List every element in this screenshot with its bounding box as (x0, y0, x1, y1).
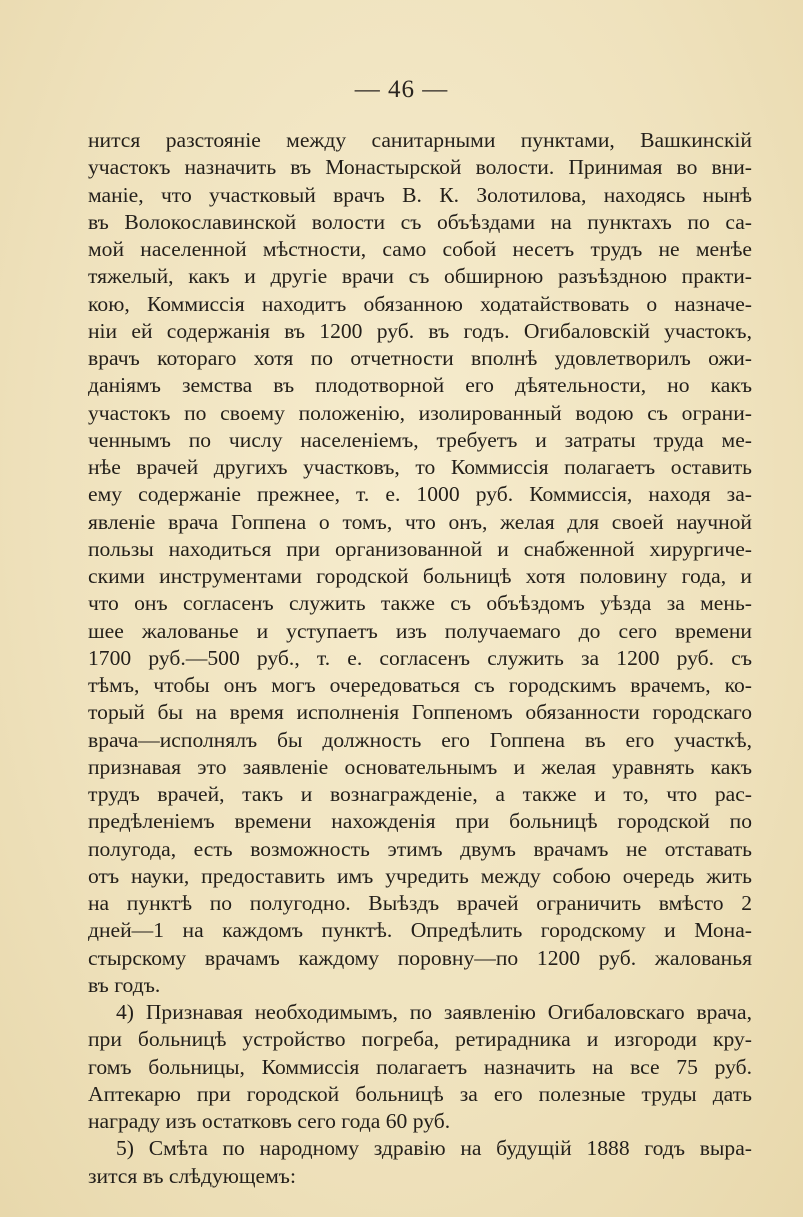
text-line: участокъ по своему положенію, изолированный водою съ ограни- (88, 400, 752, 425)
text-line: врачъ котораго хотя по отчетности вполнѣ удовлетворилъ ожи- (88, 346, 752, 370)
text-line: тяжелый, какъ и другіе врачи съ обширною разъѣздною практи- (88, 264, 752, 289)
text-line: предѣленіемъ времени нахожденія при больницѣ городской по (88, 809, 752, 834)
text-line: кою, Коммиссія находитъ обязанною ходатайствовать о назначе- (88, 291, 752, 316)
text-line: трудъ врачей, такъ и вознагражденіе, а также и то, что рас- (88, 782, 752, 806)
text-line: маніе, что участковый врачъ В. К. Золотилова, находясь нынѣ (88, 182, 752, 207)
paragraph-5-first-line: 5) Смѣта по народному здравію на будущій 1888 годъ выра- (116, 1136, 752, 1161)
text-line: дней—1 на каждомъ пунктѣ. Опредѣлить городскому и Мона- (88, 918, 752, 943)
text-line: что онъ согласенъ служить также съ объѣздомъ уѣзда за мень- (88, 591, 752, 616)
text-line: тѣмъ, чтобы онъ могъ очередоваться съ городскимъ врачемъ, ко- (88, 673, 752, 697)
text-line: скими инструментами городской больницѣ хотя половину года, и (88, 564, 752, 588)
text-line: полугода, есть возможность этимъ двумъ врачамъ не отставать (88, 836, 752, 861)
text-line: въ Волокославинской волости съ объѣздами на пунктахъ по са- (88, 209, 752, 234)
text-line: 1700 руб.—500 руб., т. е. согласенъ служить за 1200 руб. съ (88, 645, 752, 670)
text-line: Аптекарю при городской больницѣ за его полезные труды дать (88, 1081, 752, 1106)
text-line: на пунктѣ по полугодно. Выѣздъ врачей ограничить вмѣсто 2 (88, 891, 752, 915)
text-line: торый бы на время исполненія Гоппеномъ обязанности городскаго (88, 700, 752, 725)
text-line: при больницѣ устройство погреба, ретирадника и изгороди кру- (88, 1027, 752, 1052)
text-line: шее жалованье и уступаетъ изъ получаемаго до сего времени (88, 618, 752, 643)
body-text (88, 127, 752, 1190)
text-line: пользы находиться при организованной и снабженной хирургиче- (88, 536, 752, 561)
text-line: ченнымъ по числу населеніемъ, требуетъ и затраты труда ме- (88, 427, 752, 452)
text-line: даніямъ земства въ плодотворной его дѣятельности, но какъ (88, 373, 752, 398)
text-line: нится разстояніе между санитарными пунктами, Вашкинскій (88, 128, 752, 152)
text-line: гомъ больницы, Коммиссія полагаетъ назначить на все 75 руб. (88, 1054, 752, 1079)
text-line: признавая это заявленіе основательнымъ и желая уравнять какъ (88, 754, 752, 779)
text-line: ему содержаніе прежнее, т. е. 1000 руб. Коммиссія, находя за- (88, 482, 752, 507)
text-line: мой населенной мѣстности, само собой несетъ трудъ не менѣе (88, 237, 752, 261)
text-line: нѣе врачей другихъ участковъ, то Коммиссія полагаетъ оставить (88, 455, 752, 479)
text-line: врача—исполнялъ бы должность его Гоппена въ его участкѣ, (88, 727, 752, 752)
text-line: отъ науки, предоставить имъ учредить между собою очередь жить (88, 863, 752, 888)
text-line: ніи ей содержанія въ 1200 руб. въ годъ. Огибаловскій участокъ, (88, 318, 752, 343)
paragraph-end-line: въ годъ. (88, 972, 161, 997)
text-line: явленіе врача Гоппена о томъ, что онъ, желая для своей научной (88, 509, 752, 534)
paragraph-4-first-line: 4) Признавая необходимымъ, по заявленію Огибаловскаго врача, (116, 1000, 752, 1024)
paragraph-end-line: награду изъ остатковъ сего года 60 руб. (88, 1109, 451, 1133)
text-line: стырскому врачамъ каждому поровну—по 1200 руб. жалованья (88, 945, 752, 970)
text-line: участокъ назначить въ Монастырской волости. Принимая во вни- (88, 155, 752, 180)
paragraph-end-line: зится въ слѣдующемъ: (88, 1163, 296, 1188)
page-number: — 46 — (354, 76, 449, 103)
